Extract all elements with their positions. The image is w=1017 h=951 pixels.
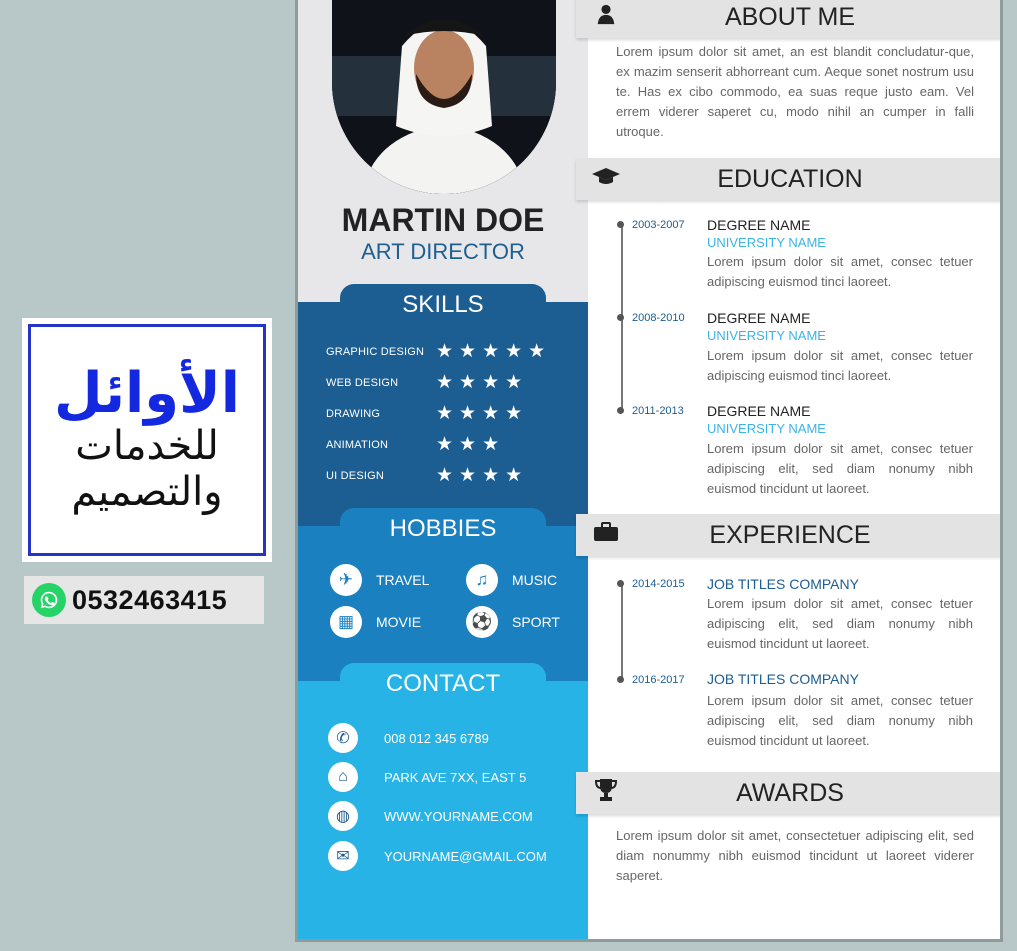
phone-icon: ✆: [328, 723, 358, 753]
mail-icon: ✉: [328, 841, 358, 871]
education-title: EDUCATION: [717, 164, 863, 193]
degree-name: DEGREE NAME: [707, 310, 811, 326]
music-icon: ♫: [466, 564, 498, 596]
job-title: JOB TITLES COMPANY: [707, 671, 859, 687]
brand-name: الأوائل: [54, 360, 240, 426]
awards-title: AWARDS: [736, 778, 844, 807]
degree-name: DEGREE NAME: [707, 403, 811, 419]
contact-item: [328, 841, 547, 871]
contact-heading: CONTACT: [340, 663, 546, 705]
skills-panel: [298, 291, 588, 532]
contact-item: [328, 762, 526, 792]
brand-card: [22, 318, 272, 562]
skill-row: [326, 402, 576, 425]
contact-item: [328, 723, 489, 753]
university-name: UNIVERSITY NAME: [707, 235, 826, 250]
experience-date: 2016-2017: [632, 674, 685, 686]
ball-icon: ⚽: [466, 606, 498, 638]
timeline-dot: [617, 676, 624, 683]
education-text: Lorem ipsum dolor sit amet, consec tetuer adipiscing euismod tinci laoreet.: [707, 348, 973, 383]
resume-sidebar: [298, 0, 588, 939]
contact-item: [328, 801, 533, 831]
degree-name: DEGREE NAME: [707, 217, 811, 233]
skill-row: [326, 464, 576, 487]
about-title: ABOUT ME: [724, 2, 856, 31]
hobby-item: [330, 564, 429, 596]
education-header: [576, 158, 1003, 200]
home-icon: ⌂: [328, 762, 358, 792]
skill-row: [326, 371, 576, 394]
experience-title: EXPERIENCE: [709, 520, 871, 549]
hobby-label: MUSIC: [512, 572, 558, 588]
star-rating: ★★★★★: [436, 341, 552, 362]
timeline-dot: [617, 580, 624, 587]
hobby-label: MOVIE: [376, 614, 422, 630]
skill-label: ANIMATION: [326, 438, 389, 451]
brand-tagline-1: للخدمات: [75, 423, 219, 470]
timeline-dot: [617, 221, 624, 228]
hobby-item: [466, 564, 557, 596]
skill-label: GRAPHIC DESIGN: [326, 345, 425, 358]
star-rating: ★★★: [436, 434, 506, 455]
graduation-cap-icon: [576, 166, 636, 192]
plane-icon: ✈: [330, 564, 362, 596]
phone-number: 0532463415: [72, 584, 228, 615]
hobby-label: SPORT: [512, 614, 560, 630]
experience-timeline: [621, 582, 623, 680]
skill-row: [326, 340, 576, 363]
hobbies-heading: HOBBIES: [340, 508, 546, 550]
contact-phone: 008 012 345 6789: [384, 730, 489, 746]
hobby-label: TRAVEL: [376, 572, 430, 588]
skill-row: [326, 433, 576, 456]
timeline-dot: [617, 407, 624, 414]
education-date: 2003-2007: [632, 219, 685, 231]
whatsapp-icon: [32, 583, 66, 617]
brand-frame: [28, 324, 266, 556]
hobby-item: [466, 606, 560, 638]
about-text: Lorem ipsum dolor sit amet, an est blandit concludatur-que, ex mazim senserit abhorreant cum. Aeque sonet nostrum usu te. Has ex cibo commodo, ea suas reque justo eam. Vel errem viderer saperet cu, modo nihil an cumper in falli utroque.: [616, 44, 974, 139]
resume-document: [295, 0, 1003, 942]
experience-date: 2014-2015: [632, 578, 685, 590]
about-header: [576, 0, 1003, 38]
trophy-icon: [576, 778, 636, 808]
education-date: 2011-2013: [632, 405, 684, 417]
star-rating: ★★★★: [436, 403, 529, 424]
star-rating: ★★★★: [436, 372, 529, 393]
experience-text: Lorem ipsum dolor sit amet, consec tetuer adipiscing elit, sed diam nonumy nibh euismod tincidunt ut laoreet.: [707, 596, 973, 651]
education-date: 2008-2010: [632, 312, 685, 324]
skill-label: UI DESIGN: [326, 469, 385, 482]
contact-panel: [298, 670, 588, 942]
hobby-item: [330, 606, 421, 638]
whatsapp-contact[interactable]: [24, 576, 264, 624]
awards-header: [576, 772, 1003, 814]
education-text: Lorem ipsum dolor sit amet, consec tetuer adipiscing elit, sed diam nonumy nibh euismod tincidunt ut laoreet.: [707, 441, 973, 496]
awards-text: Lorem ipsum dolor sit amet, consectetuer adipiscing elit, sed diam nonummy nibh euismod tincidunt ut laoreet viderer saperet.: [616, 828, 974, 883]
university-name: UNIVERSITY NAME: [707, 421, 826, 436]
brand-tagline-2: والتصميم: [71, 469, 223, 516]
contact-address: PARK AVE 7XX, EAST 5: [384, 769, 527, 785]
person-icon: [576, 3, 636, 31]
briefcase-icon: [576, 522, 636, 548]
skills-heading: SKILLS: [340, 284, 546, 326]
experience-header: [576, 514, 1003, 556]
person-name: MARTIN DOE: [341, 202, 545, 238]
job-title: JOB TITLES COMPANY: [707, 576, 859, 592]
contact-email: YOURNAME@GMAIL.COM: [384, 848, 547, 864]
education-text: Lorem ipsum dolor sit amet, consec tetuer adipiscing euismod tinci laoreet.: [707, 254, 973, 289]
skill-label: DRAWING: [326, 407, 381, 420]
contact-website: WWW.YOURNAME.COM: [384, 808, 533, 824]
experience-text: Lorem ipsum dolor sit amet, consec tetuer adipiscing elit, sed diam nonumy nibh euismod tincidunt ut laoreet.: [707, 693, 973, 748]
skill-label: WEB DESIGN: [326, 376, 399, 389]
university-name: UNIVERSITY NAME: [707, 328, 826, 343]
profile-photo: [332, 0, 556, 194]
timeline-dot: [617, 314, 624, 321]
film-icon: ▦: [330, 606, 362, 638]
person-role: ART DIRECTOR: [361, 239, 525, 264]
globe-icon: ◍: [328, 801, 358, 831]
star-rating: ★★★★: [436, 465, 529, 486]
